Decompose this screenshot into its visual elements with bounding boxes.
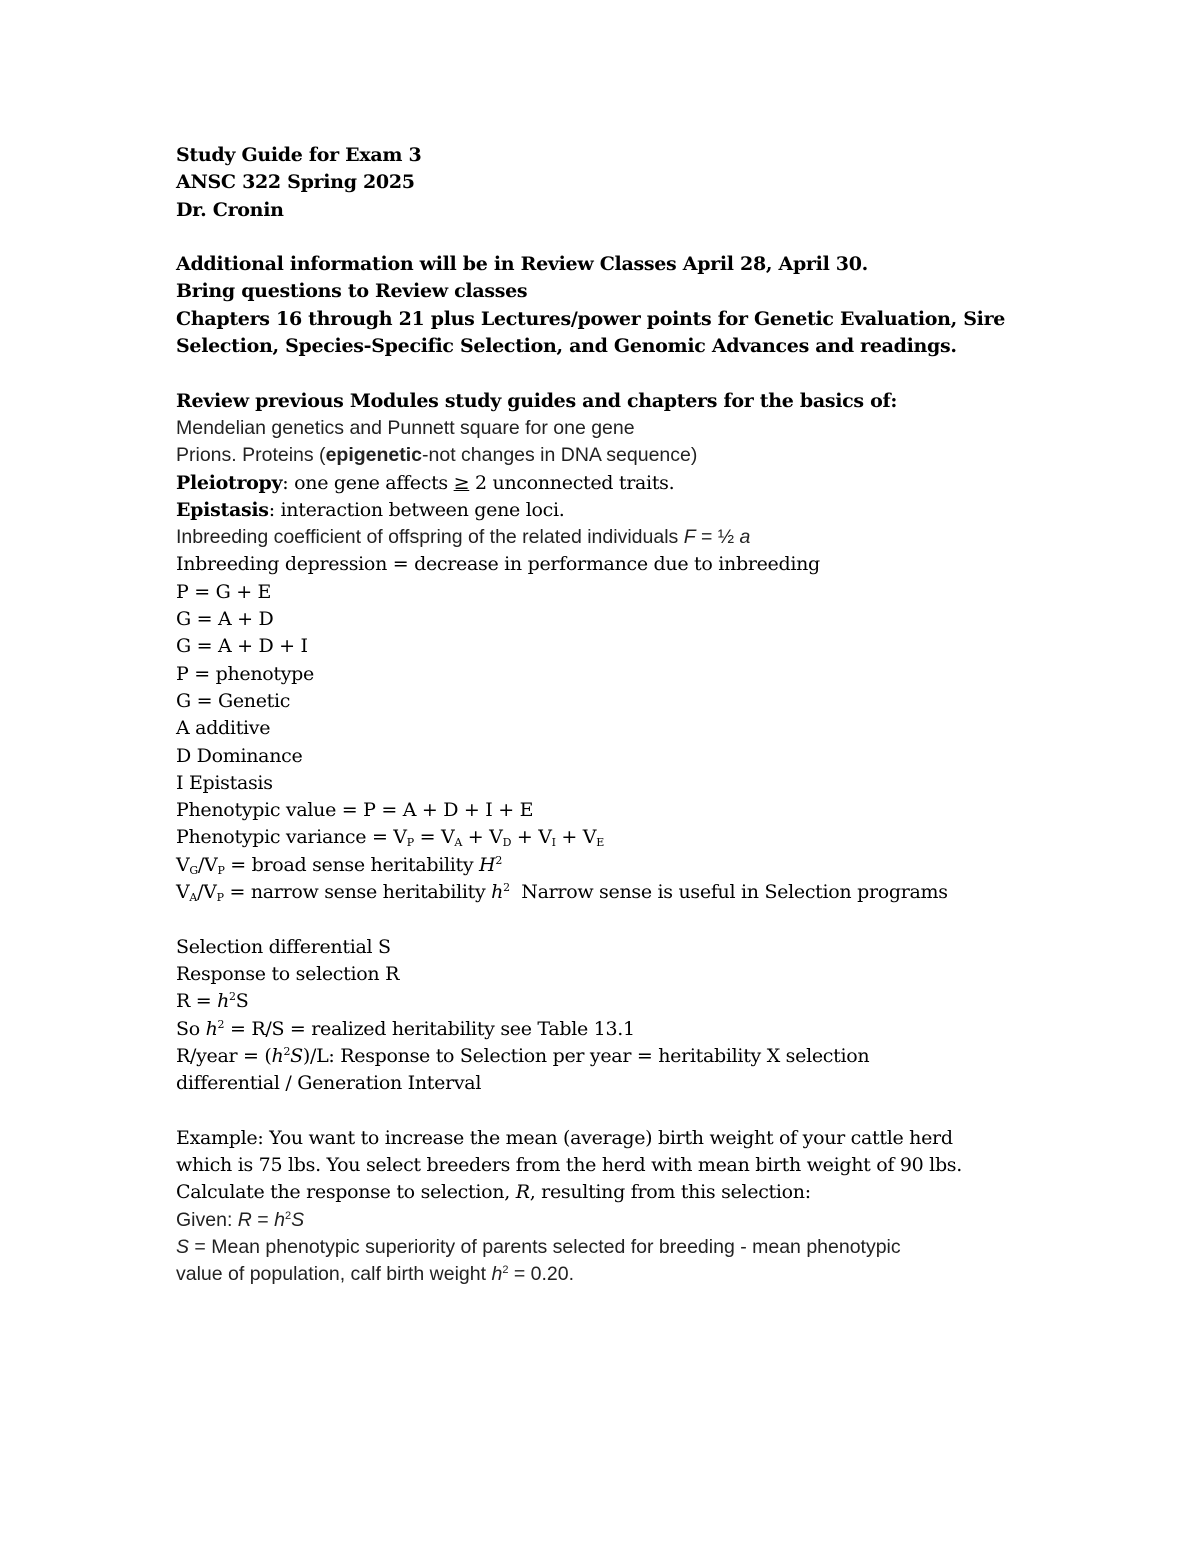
phenotypic-variance-line: Phenotypic variance = $V_P = V_A + V_D + V_I + V_E$ [176, 826, 604, 850]
definition-line: P = phenotype [176, 662, 314, 685]
response-per-year-line-2: differential / Generation Interval [176, 1072, 482, 1095]
example-line: Example: You want to increase the mean (average) birth weight of your cattle herd [176, 1126, 953, 1149]
spacer [176, 1097, 1076, 1124]
s-definition-line-2: value of population, calf birth weight $h^2 = 0.20$. [176, 1263, 575, 1286]
narrow-heritability-line: $V_A/V_P$ = narrow sense heritability $h^2$ Narrow sense is useful in Selection programs [176, 881, 948, 905]
example-line: which is 75 lbs. You select breeders from the herd with mean birth weight of 90 lbs. [176, 1153, 962, 1176]
definition-line: G = Genetic [176, 689, 291, 712]
realized-heritability-line: So $h^2 = R/S$ = realized heritability see Table 13.1 [176, 1017, 635, 1040]
response-line: Response to selection R [176, 962, 400, 985]
info-line: Selection, Species-Specific Selection, and Genomic Advances and readings. [176, 335, 957, 358]
broad-heritability-line: $V_G/V_P$ = broad sense heritability $H^2$ [176, 853, 503, 877]
spacer [176, 906, 1076, 933]
given-line: Given: $R = h^2S$ [176, 1208, 305, 1231]
example-line: Calculate the response to selection, R, resulting from this selection: [176, 1181, 811, 1204]
equation-line: P = G + E [176, 580, 272, 603]
info-line: Additional information will be in Review Classes April 28, April 30. [176, 253, 868, 276]
course-line: ANSC 322 Spring 2025 [176, 171, 415, 194]
s-definition-line: S = Mean phenotypic superiority of parents selected for breeding - mean phenotypic [176, 1235, 901, 1258]
response-per-year-line: R/year = $(h^2S)/L$: Response to Selection per year = heritability X selection [176, 1044, 870, 1067]
selection-differential-line: Selection differential S [176, 935, 391, 958]
pleiotropy-line: Pleiotropy: one gene affects ≥ 2 unconnected traits. [176, 471, 675, 494]
spacer [176, 360, 1076, 387]
mendelian-line: Mendelian genetics and Punnett square for one gene [176, 416, 635, 439]
review-heading: Review previous Modules study guides and chapters for the basics of: [176, 389, 898, 412]
prions-line: Prions. Proteins (epigenetic-not changes in DNA sequence) [176, 444, 698, 467]
document-body [176, 142, 1076, 1288]
instructor-line: Dr. Cronin [176, 198, 284, 221]
definition-line: D Dominance [176, 744, 303, 767]
inbreeding-coefficient-line: Inbreeding coefficient of offspring of the related individuals F = ½ a [176, 526, 751, 549]
equation-line: G = A + D + I [176, 635, 308, 658]
spacer [176, 224, 1076, 251]
doc-title: Study Guide for Exam 3 [176, 144, 422, 166]
definition-line: A additive [176, 717, 271, 740]
response-equation-line: $R = h^2S$ [176, 990, 249, 1013]
phenotypic-value-line: Phenotypic value = P = A + D + I + E [176, 799, 534, 822]
epistasis-line: Epistasis: interaction between gene loci. [176, 498, 565, 521]
equation-line: G = A + D [176, 608, 274, 631]
inbreeding-depression-line: Inbreeding depression = decrease in performance due to inbreeding [176, 553, 820, 576]
info-line: Bring questions to Review classes [176, 280, 528, 303]
info-line: Chapters 16 through 21 plus Lectures/power points for Genetic Evaluation, Sire [176, 307, 1006, 330]
definition-line: I Epistasis [176, 771, 273, 794]
